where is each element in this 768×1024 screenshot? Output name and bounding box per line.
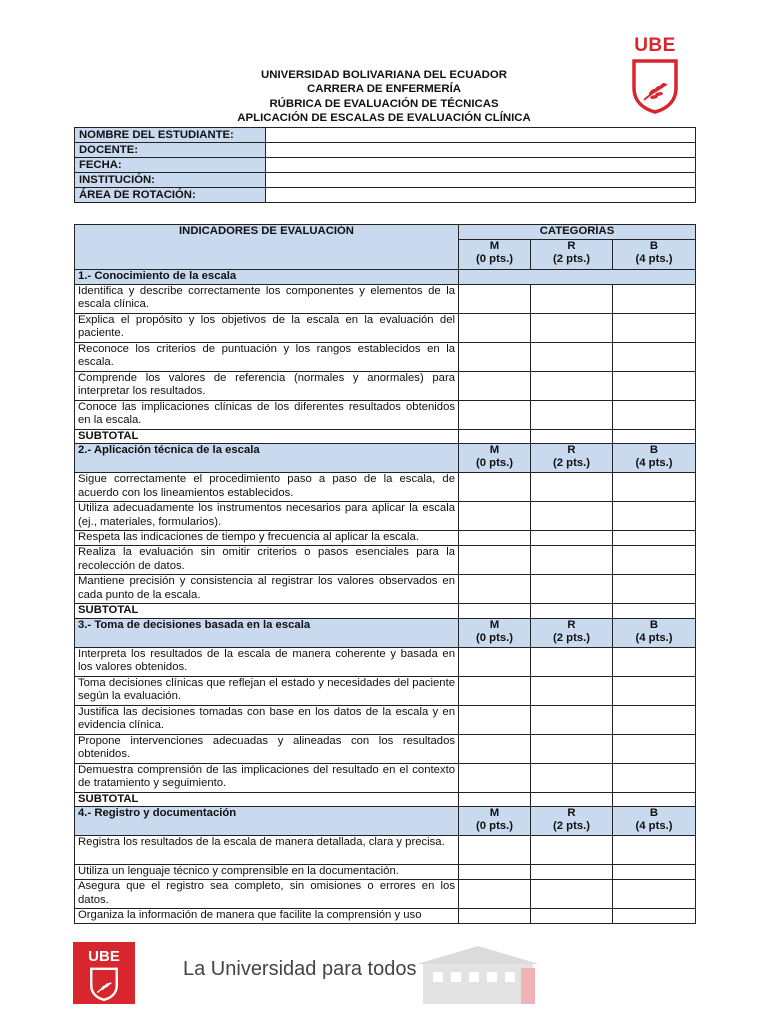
section-row [75, 618, 696, 647]
score-cell-m[interactable] [459, 705, 531, 734]
info-label: NOMBRE DEL ESTUDIANTE: [75, 128, 266, 143]
info-label: INSTITUCIÓN: [75, 173, 266, 188]
career-name: CARRERA DE ENFERMERÍA [307, 83, 461, 96]
score-cell-r[interactable] [531, 763, 613, 792]
score-cell-r[interactable] [531, 836, 613, 865]
indicator-row [75, 734, 696, 763]
rubric-subtitle: APLICACIÓN DE ESCALAS DE EVALUACIÓN CLÍNICA [237, 111, 531, 124]
category-m-header: M (0 pts.) [459, 239, 531, 269]
score-cell-m[interactable] [459, 502, 531, 531]
score-cell-b[interactable] [613, 836, 696, 865]
score-cell-r[interactable] [531, 705, 613, 734]
score-cell-b[interactable] [613, 531, 696, 546]
info-value-field[interactable] [266, 128, 696, 143]
category-header: M (0 pts.) [459, 444, 531, 473]
info-row [75, 128, 696, 143]
indicator-text: Registra los resultados de la escala de manera detallada, clara y precisa. [75, 836, 459, 865]
section-title: 1.- Conocimiento de la escala [75, 269, 459, 284]
section-row [75, 444, 696, 473]
indicator-row [75, 342, 696, 371]
score-cell-m[interactable] [459, 676, 531, 705]
score-cell-r[interactable] [531, 284, 613, 313]
score-cell-m[interactable] [459, 792, 531, 807]
indicator-text: Asegura que el registro sea completo, sin omisiones o errores en los datos. [75, 880, 459, 909]
score-cell-r[interactable] [531, 734, 613, 763]
indicator-text: Propone intervenciones adecuadas y alineadas con los resultados obtenidos. [75, 734, 459, 763]
subtotal-row [75, 604, 696, 619]
indicator-text: Sigue correctamente el procedimiento paso a paso de la escala, de acuerdo con los lineamientos establecidos. [75, 473, 459, 502]
score-cell-r[interactable] [531, 313, 613, 342]
indicator-text: Toma decisiones clínicas que reflejan el estado y necesidades del paciente según la evaluación. [75, 676, 459, 705]
score-cell-b[interactable] [613, 763, 696, 792]
score-cell-r[interactable] [531, 429, 613, 444]
score-cell-b[interactable] [613, 909, 696, 924]
score-cell-b[interactable] [613, 313, 696, 342]
footer-logo-text: UBE [88, 948, 120, 965]
indicator-text: Explica el propósito y los objetivos de la escala en la evaluación del paciente. [75, 313, 459, 342]
logo-text: UBE [634, 35, 676, 56]
footer-tagline: La Universidad para todos [183, 958, 417, 980]
indicator-text: Utiliza adecuadamente los instrumentos necesarios para aplicar la escala (ej., materiales, formularios). [75, 502, 459, 531]
indicator-text: Respeta las indicaciones de tiempo y frecuencia al aplicar la escala. [75, 531, 459, 546]
indicator-row [75, 371, 696, 400]
score-cell-m[interactable] [459, 531, 531, 546]
info-row [75, 188, 696, 203]
indicator-row [75, 400, 696, 429]
indicator-text: Organiza la información de manera que facilite la comprensión y uso [75, 909, 459, 924]
subtotal-label: SUBTOTAL [75, 792, 459, 807]
score-cell-m[interactable] [459, 880, 531, 909]
indicator-row [75, 473, 696, 502]
category-header: M (0 pts.) [459, 618, 531, 647]
info-row [75, 143, 696, 158]
info-value-field[interactable] [266, 158, 696, 173]
indicator-row [75, 705, 696, 734]
indicator-text: Realiza la evaluación sin omitir criterios o pasos esenciales para la recolección de datos. [75, 546, 459, 575]
category-header: R (2 pts.) [531, 444, 613, 473]
indicator-text: Justifica las decisiones tomadas con base en los datos de la escala y en evidencia clínica. [75, 705, 459, 734]
score-cell-b[interactable] [613, 429, 696, 444]
category-header: B (4 pts.) [613, 444, 696, 473]
indicator-text: Reconoce los criterios de puntuación y los rangos establecidos en la escala. [75, 342, 459, 371]
rubric-table [74, 224, 696, 924]
score-cell-r[interactable] [531, 400, 613, 429]
score-cell-b[interactable] [613, 473, 696, 502]
indicator-text: Demuestra comprensión de las implicaciones del resultado en el contexto de tratamiento y seguimiento. [75, 763, 459, 792]
score-cell-b[interactable] [613, 705, 696, 734]
section-row [75, 269, 696, 284]
categories-header: CATEGORÍAS [459, 225, 696, 240]
footer-banner [73, 942, 549, 1004]
score-cell-b[interactable] [613, 647, 696, 676]
score-cell-r[interactable] [531, 502, 613, 531]
info-label: ÁREA DE ROTACIÓN: [75, 188, 266, 203]
score-cell-m[interactable] [459, 734, 531, 763]
university-name: UNIVERSIDAD BOLIVARIANA DEL ECUADOR [261, 69, 507, 81]
info-value-field[interactable] [266, 143, 696, 158]
category-header: M (0 pts.) [459, 807, 531, 836]
score-cell-b[interactable] [613, 284, 696, 313]
info-label: DOCENTE: [75, 143, 266, 158]
rubric-title: RÚBRICA DE EVALUACIÓN DE TÉCNICAS [269, 97, 499, 110]
score-cell-m[interactable] [459, 604, 531, 619]
category-header: B (4 pts.) [613, 618, 696, 647]
indicator-row [75, 546, 696, 575]
score-cell-r[interactable] [531, 647, 613, 676]
indicator-row [75, 284, 696, 313]
score-cell-r[interactable] [531, 880, 613, 909]
score-cell-r[interactable] [531, 575, 613, 604]
indicator-row [75, 531, 696, 546]
score-cell-m[interactable] [459, 342, 531, 371]
shield-laurel-icon [88, 967, 120, 1001]
category-header: R (2 pts.) [531, 618, 613, 647]
score-cell-m[interactable] [459, 400, 531, 429]
score-cell-m[interactable] [459, 313, 531, 342]
subtotal-label: SUBTOTAL [75, 429, 459, 444]
score-cell-r[interactable] [531, 546, 613, 575]
score-cell-m[interactable] [459, 284, 531, 313]
score-cell-b[interactable] [613, 342, 696, 371]
info-row [75, 158, 696, 173]
score-cell-b[interactable] [613, 792, 696, 807]
subtotal-label: SUBTOTAL [75, 604, 459, 619]
indicator-row [75, 647, 696, 676]
indicator-text: Utiliza un lenguaje técnico y comprensible en la documentación. [75, 865, 459, 880]
section-header-fill [459, 269, 696, 284]
score-cell-r[interactable] [531, 676, 613, 705]
info-label: FECHA: [75, 158, 266, 173]
indicator-row [75, 865, 696, 880]
indicator-text: Conoce las implicaciones clínicas de los diferentes resultados obtenidos en la escala. [75, 400, 459, 429]
indicator-row [75, 575, 696, 604]
indicator-text: Interpreta los resultados de la escala de manera coherente y basada en los valores obtenidos. [75, 647, 459, 676]
category-r-header: R (2 pts.) [531, 239, 613, 269]
indicator-row [75, 676, 696, 705]
score-cell-b[interactable] [613, 734, 696, 763]
score-cell-m[interactable] [459, 909, 531, 924]
score-cell-r[interactable] [531, 531, 613, 546]
building-image [403, 944, 549, 1004]
score-cell-r[interactable] [531, 604, 613, 619]
score-cell-b[interactable] [613, 546, 696, 575]
score-cell-m[interactable] [459, 371, 531, 400]
indicators-header: INDICADORES DE EVALUACIÓN [75, 225, 459, 270]
score-cell-b[interactable] [613, 400, 696, 429]
indicator-text: Mantiene precisión y consistencia al registrar los valores observados en cada punto de la escala. [75, 575, 459, 604]
score-cell-m[interactable] [459, 763, 531, 792]
student-info-table [74, 127, 696, 203]
score-cell-m[interactable] [459, 575, 531, 604]
score-cell-m[interactable] [459, 836, 531, 865]
indicator-text: Comprende los valores de referencia (normales y anormales) para interpretar los resultados. [75, 371, 459, 400]
section-title: 4.- Registro y documentación [75, 807, 459, 836]
indicator-row [75, 763, 696, 792]
category-header: B (4 pts.) [613, 807, 696, 836]
document-header [73, 68, 695, 125]
indicator-row [75, 313, 696, 342]
indicator-row [75, 836, 696, 865]
score-cell-r[interactable] [531, 342, 613, 371]
score-cell-r[interactable] [531, 792, 613, 807]
score-cell-b[interactable] [613, 865, 696, 880]
score-cell-r[interactable] [531, 909, 613, 924]
score-cell-b[interactable] [613, 676, 696, 705]
score-cell-m[interactable] [459, 429, 531, 444]
score-cell-b[interactable] [613, 575, 696, 604]
score-cell-b[interactable] [613, 604, 696, 619]
section-title: 2.- Aplicación técnica de la escala [75, 444, 459, 473]
section-row [75, 807, 696, 836]
score-cell-m[interactable] [459, 546, 531, 575]
subtotal-row [75, 792, 696, 807]
category-b-header: B (4 pts.) [613, 239, 696, 269]
score-cell-b[interactable] [613, 371, 696, 400]
category-header: R (2 pts.) [531, 807, 613, 836]
score-cell-r[interactable] [531, 473, 613, 502]
footer-logo [73, 942, 135, 1004]
score-cell-m[interactable] [459, 865, 531, 880]
subtotal-row [75, 429, 696, 444]
score-cell-b[interactable] [613, 880, 696, 909]
info-row [75, 173, 696, 188]
score-cell-r[interactable] [531, 865, 613, 880]
score-cell-m[interactable] [459, 647, 531, 676]
info-value-field[interactable] [266, 188, 696, 203]
score-cell-m[interactable] [459, 473, 531, 502]
indicator-row [75, 909, 696, 924]
indicator-text: Identifica y describe correctamente los componentes y elementos de la escala clínica. [75, 284, 459, 313]
score-cell-b[interactable] [613, 502, 696, 531]
indicator-row [75, 502, 696, 531]
indicator-row [75, 880, 696, 909]
info-value-field[interactable] [266, 173, 696, 188]
score-cell-r[interactable] [531, 371, 613, 400]
section-title: 3.- Toma de decisiones basada en la escala [75, 618, 459, 647]
